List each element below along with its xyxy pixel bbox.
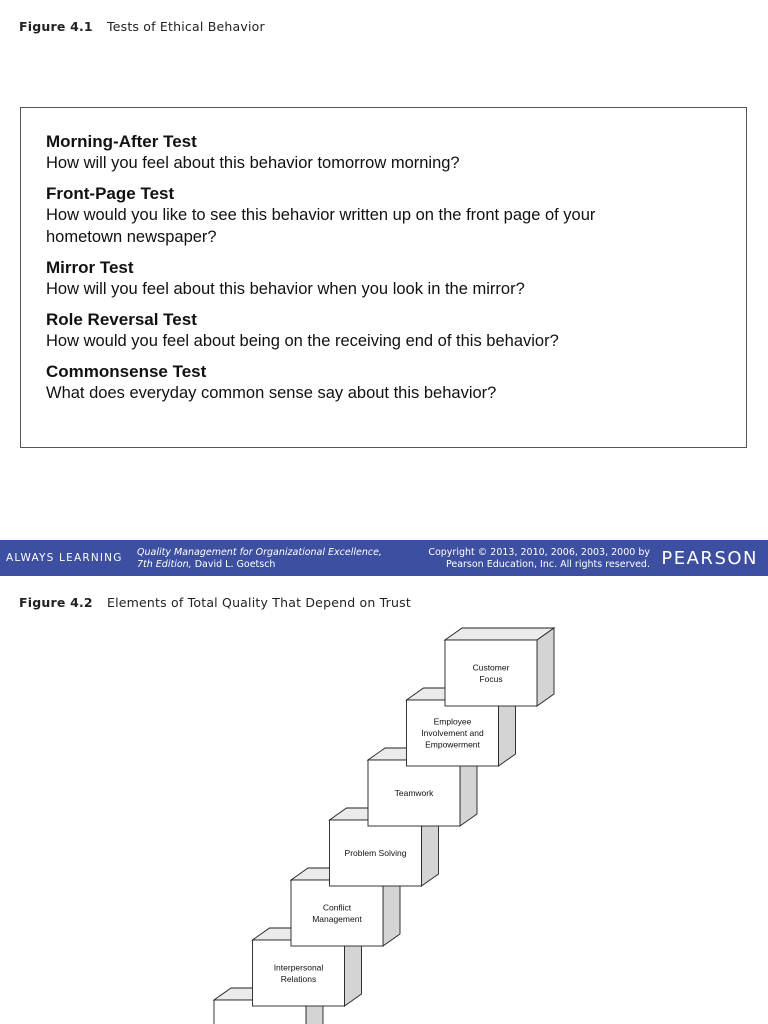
test-item [46, 309, 746, 352]
copyright-line: Copyright © 2013, 2010, 2006, 2003, 2000 by [428, 547, 650, 558]
test-item [46, 183, 746, 248]
test-question: How would you feel about being on the receiving end of this behavior? [46, 332, 559, 350]
book-author: David L. Goetsch [194, 559, 276, 570]
step-label: Empowerment [425, 739, 480, 750]
test-name: Role Reversal Test [46, 310, 197, 329]
step-side-face [537, 628, 554, 706]
always-learning-tagline: ALWAYS LEARNING [6, 552, 123, 564]
step-label: Problem Solving [344, 848, 407, 858]
step-label: Involvement and [421, 728, 484, 738]
test-question: What does everyday common sense say about this behavior? [46, 384, 497, 402]
step-label: Teamwork [394, 788, 434, 798]
test-item [46, 361, 746, 404]
copyright-line: Pearson Education, Inc. All rights reserved. [445, 559, 650, 570]
step-label: Employee [433, 716, 472, 727]
test-item [46, 131, 746, 174]
test-item [46, 257, 746, 300]
step-label: Interpersonal [273, 962, 324, 973]
ethical-tests-box [20, 107, 747, 448]
step-label: Customer [472, 662, 510, 673]
figure-4-1-caption [19, 19, 265, 34]
step-label: Relations [280, 973, 317, 984]
test-question: How would you like to see this behavior written up on the front page of your hometown newspaper? [46, 206, 596, 246]
figure-number: Figure 4.2 [19, 595, 93, 610]
book-edition: 7th Edition, [137, 559, 192, 570]
step-top-face [445, 628, 554, 640]
book-title: Quality Management for Organizational Excellence, [137, 547, 382, 558]
test-name: Commonsense Test [46, 362, 207, 381]
copyright-notice [428, 547, 650, 571]
staircase-step [445, 628, 554, 706]
book-citation [137, 547, 382, 571]
test-question: How will you feel about this behavior tomorrow morning? [46, 154, 460, 172]
figure-4-2-caption [19, 595, 411, 610]
test-question: How will you feel about this behavior when you look in the mirror? [46, 280, 525, 298]
test-name: Front-Page Test [46, 184, 175, 203]
figure-number: Figure 4.1 [19, 19, 93, 34]
test-name: Mirror Test [46, 258, 134, 277]
test-name: Morning-After Test [46, 132, 197, 151]
step-label: Focus [479, 673, 503, 684]
figure-title: Tests of Ethical Behavior [107, 19, 265, 34]
figure-title: Elements of Total Quality That Depend on Trust [107, 595, 411, 610]
pearson-logo: PEARSON [661, 548, 758, 569]
step-label: Management [312, 913, 362, 924]
pearson-footer-bar [0, 540, 768, 576]
trust-staircase-diagram [0, 615, 768, 1024]
step-label: Conflict [322, 902, 352, 913]
